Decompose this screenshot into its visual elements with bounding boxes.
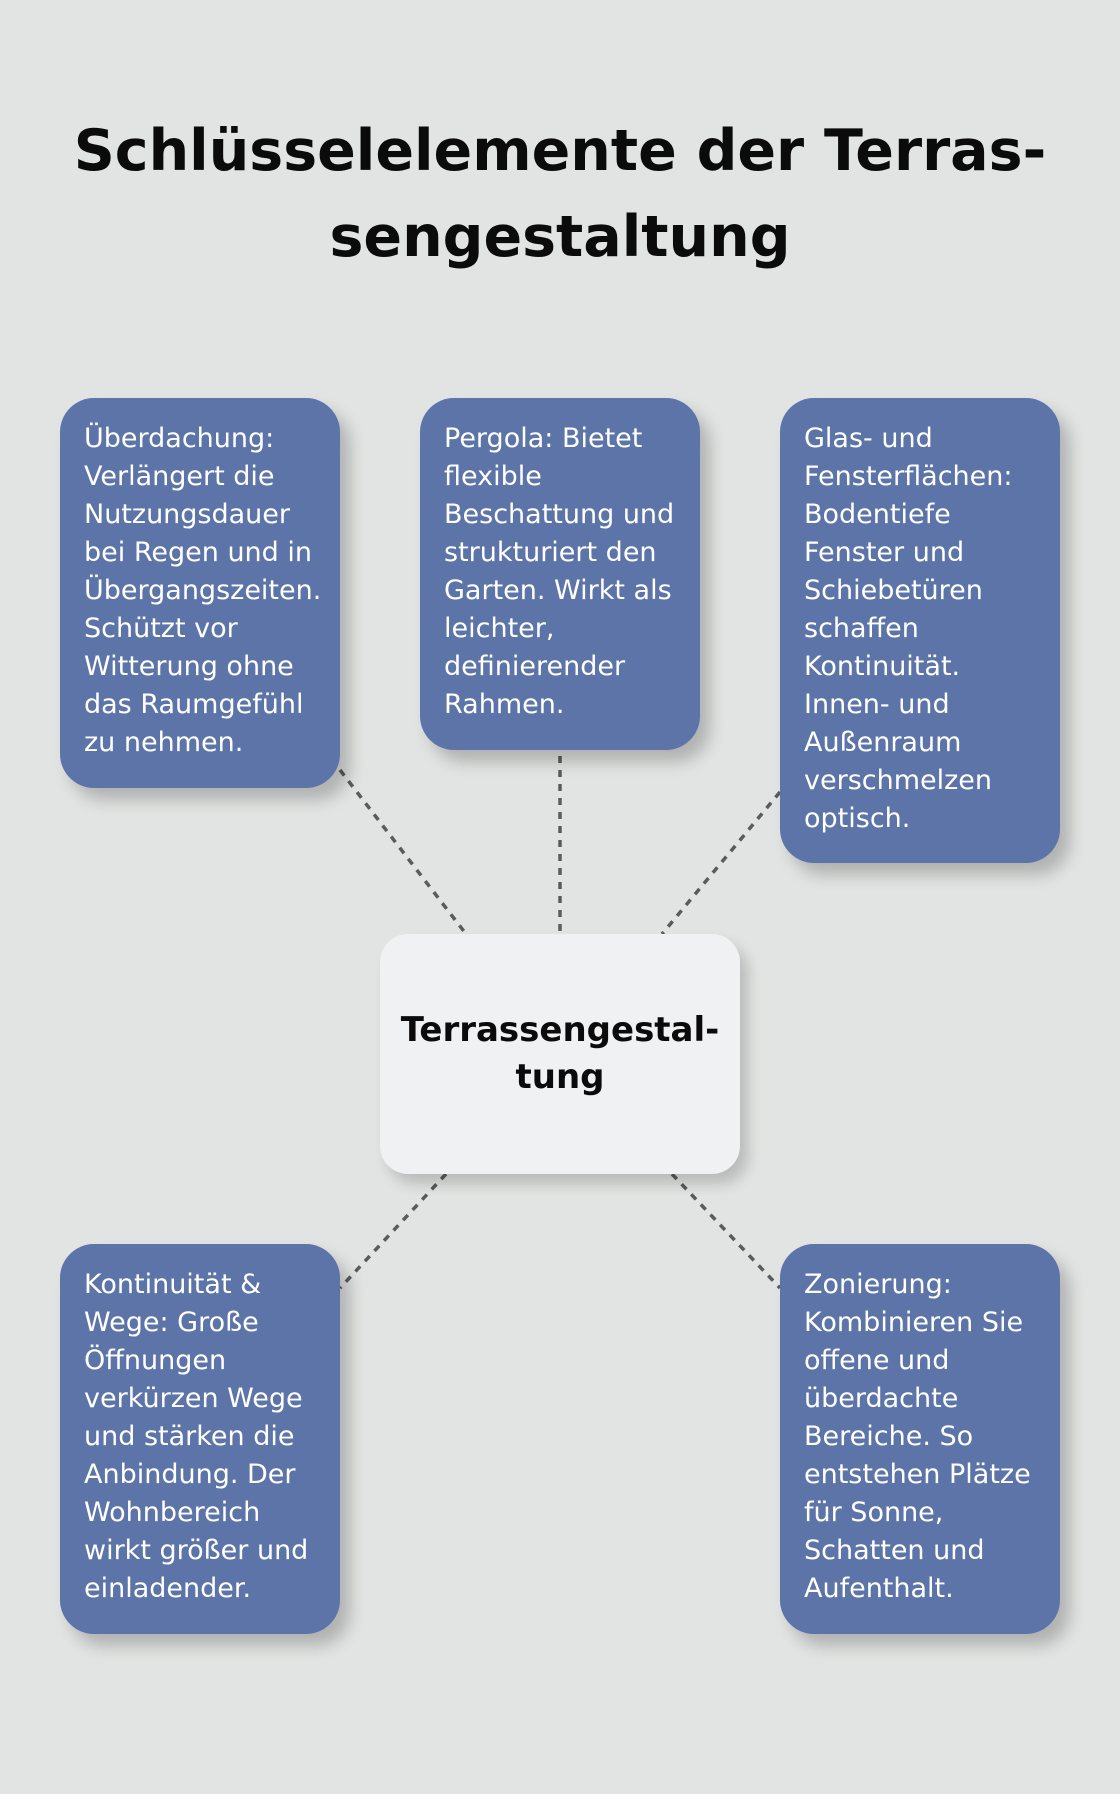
connector-zonierung bbox=[672, 1174, 780, 1288]
connector-ueberdachung bbox=[340, 770, 466, 934]
diagram-title: Schlüsselelemente der Terras- sengestaltung bbox=[73, 118, 1047, 270]
node-kontinuitaet: Kontinuität & Wege: Große Öffnungen verkürzen Wege und stärken die Anbindung. Der Wohnbereich wirkt größer und einladender. bbox=[60, 1244, 340, 1634]
center-node bbox=[380, 934, 740, 1174]
center-node-label: Terrassengestal- tung bbox=[400, 1010, 720, 1097]
connector-glas bbox=[662, 792, 780, 934]
node-zonierung: Zonierung: Kombinieren Sie offene und überdachte Bereiche. So entstehen Plätze für Sonne, Schatten und Aufenthalt. bbox=[780, 1244, 1060, 1634]
node-ueberdachung: Überdachung: Verlängert die Nutzungsdauer bei Regen und in Übergangszeiten. Schützt vor Witterung ohne das Raumgefühl zu nehmen. bbox=[60, 398, 340, 788]
connector-kontinuitaet bbox=[340, 1174, 446, 1288]
node-glas: Glas- und Fensterflächen: Bodentiefe Fenster und Schiebetüren schaffen Kontinuität. Innen- und Außenraum verschmelzen optisch. bbox=[780, 398, 1060, 863]
node-pergola: Pergola: Bietet flexible Beschattung und strukturiert den Garten. Wirkt als leichter, definierender Rahmen. bbox=[420, 398, 700, 750]
